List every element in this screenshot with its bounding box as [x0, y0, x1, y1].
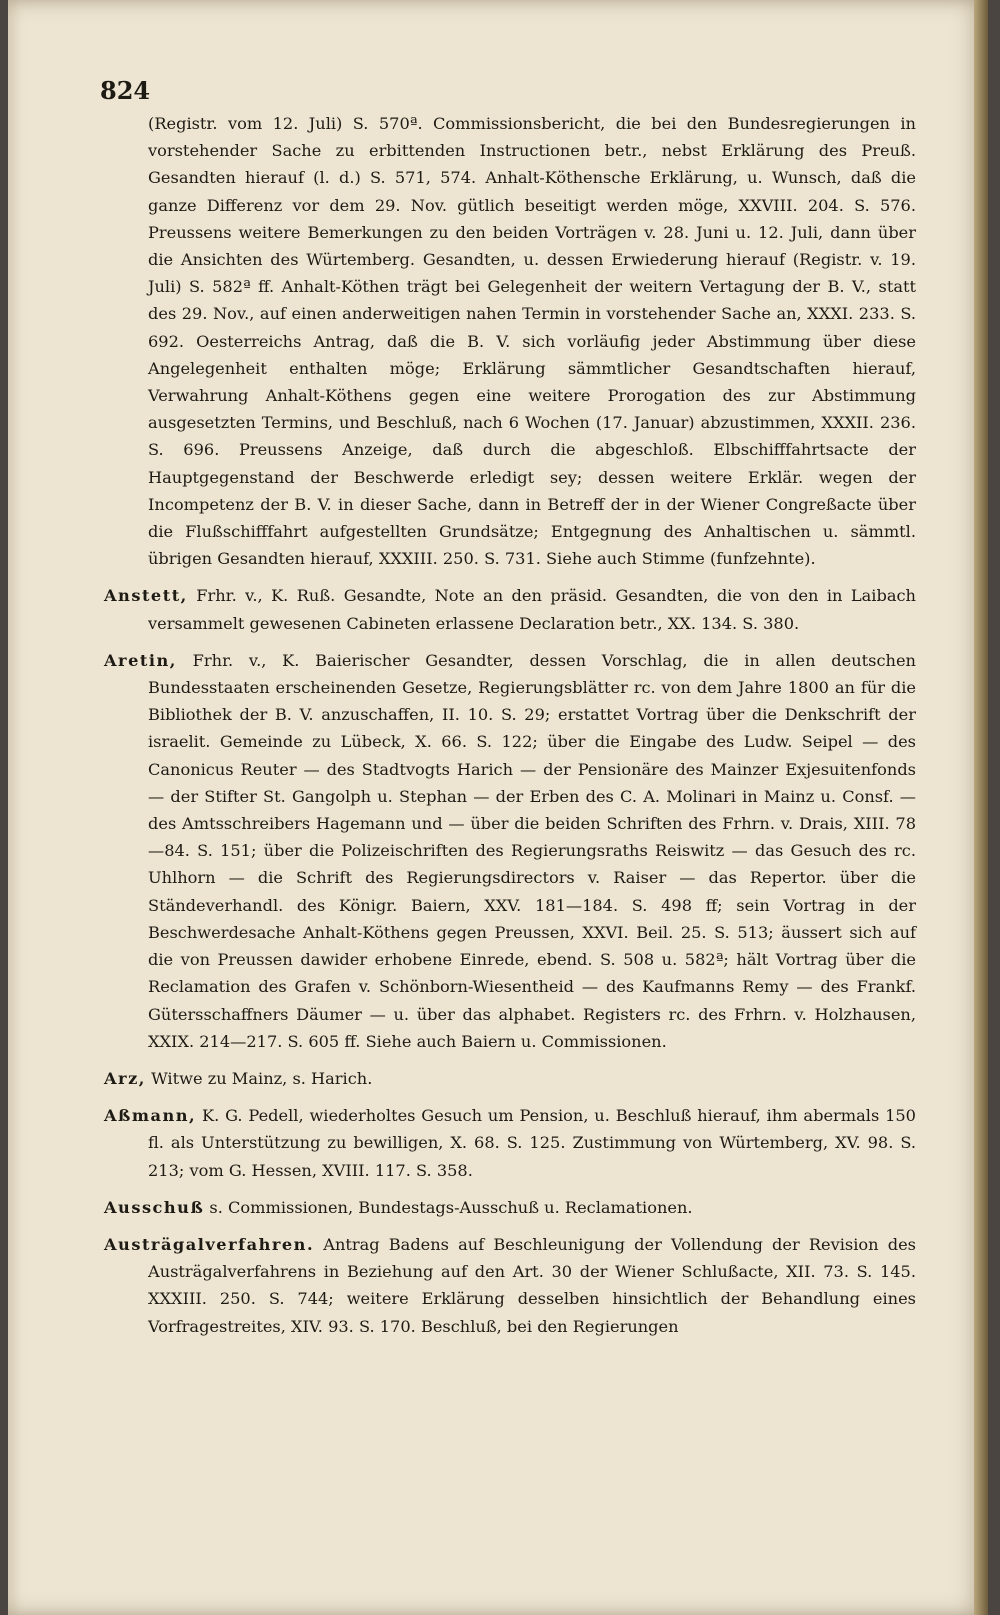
index-entry-ausschuss [104, 1194, 916, 1221]
document-page [8, 0, 988, 1615]
entry-name: Arz, [104, 1068, 146, 1088]
index-text [104, 110, 916, 1350]
entry-text: Witwe zu Mainz, s. Harich. [151, 1068, 373, 1088]
entry-name: Anstett, [104, 586, 188, 606]
index-entry-austraegalverfahren [104, 1231, 916, 1340]
index-entry-continuation [104, 110, 916, 572]
page-number: 824 [100, 76, 151, 105]
page-edge-shadow [974, 0, 988, 1615]
entry-text: Antrag Badens auf Beschleunigung der Vollendung der Revision des Austrägalverfahrens in Beziehung auf den Art. 30 der Wiener Schlußacte, XII. 73. S. 145. XXXIII. 250. S. 744; weitere Erklärung desselben hinsichtlich der Behandlung eines Vorfragestreites, XIV. 93. S. 170. Beschluß, bei den Regierungen [148, 1234, 916, 1336]
entry-text: s. Commissionen, Bundestags-Ausschuß u. Reclamationen. [209, 1197, 693, 1217]
entry-text: K. G. Pedell, wiederholtes Gesuch um Pension, u. Beschluß hierauf, ihm abermals 150 fl. als Unterstützung zu bewilligen, X. 68. S. 125. Zustimmung von Würtemberg, XV. 98. S. 213; vom G. Hessen, XVIII. 117. S. 358. [148, 1106, 916, 1180]
index-entry-arz [104, 1065, 916, 1092]
entry-name: Aßmann, [104, 1106, 197, 1126]
index-entry-aretin [104, 647, 916, 1055]
index-entry-assmann [104, 1102, 916, 1184]
entry-text: Frhr. v., K. Baierischer Gesandter, dessen Vorschlag, die in allen deutschen Bundesstaaten erscheinenden Gesetze, Regierungsblätter rc. von dem Jahre 1800 an für die Bibliothek der B. V. anzuschaffen, II. 10. S. 29; erstattet Vortrag über die Denkschrift der israelit. Gemeinde zu Lübeck, X. 66. S. 122; über die Eingabe des Ludw. Seipel — des Canonicus Reuter — des Stadtvogts Harich — der Pensionäre des Mainzer Exjesuitenfonds — der Stifter St. Gangolph u. Stephan — der Erben des C. A. Molinari in Mainz u. Consf. — des Amtsschreibers Hagemann und — über die beiden Schriften des Frhrn. v. Drais, XIII. 78—84. S. 151; über die Polizeischriften des Regierungsraths Reiswitz — das Gesuch des rc. Uhlhorn — die Schrift des Regierungsdirectors v. Raiser — das Repertor. über die Ständeverhandl. des Königr. Baiern, XXV. 181—184. S. 498 ff; sein Vortrag in der Beschwerdesache Anhalt-Köthens gegen Preussen, XXVI. Beil. 25. S. 513; äussert sich auf die von Preussen dawider erhobene Einrede, ebend. S. 508 u. 582ª; hält Vortrag über die Reclamation des Grafen v. Schönborn-Wiesentheid — des Kaufmanns Remy — des Frankf. Gütersschaffners Däumer — u. über das alphabet. Registers rc. des Frhrn. v. Holzhausen, XXIX. 214—217. S. 605 ff. Siehe auch Baiern u. Commissionen. [148, 650, 916, 1051]
entry-name: Ausschuß [104, 1197, 205, 1217]
entry-name: Austrägalverfahren. [104, 1234, 315, 1254]
entry-text: (Registr. vom 12. Juli) S. 570ª. Commissionsbericht, die bei den Bundesregierungen in vorstehender Sache zu erbittenden Instructionen betr., nebst Erklärung des Preuß. Gesandten hierauf (l. d.) S. 571, 574. Anhalt-Köthensche Erklärung, u. Wunsch, daß die ganze Differenz vor dem 29. Nov. gütlich beseitigt werden möge, XXVIII. 204. S. 576. Preussens weitere Bemerkungen zu den beiden Vorträgen v. 28. Juni u. 12. Juli, dann über die Ansichten des Würtemberg. Gesandten, u. dessen Erwiederung hierauf (Registr. v. 19. Juli) S. 582ª ff. Anhalt-Köthen trägt bei Gelegenheit der weitern Vertagung der B. V., statt des 29. Nov., auf einen anderweitigen nahen Termin in vorstehender Sache an, XXXI. 233. S. 692. Oesterreichs Antrag, daß die B. V. sich vorläufig jeder Abstimmung über diese Angelegenheit enthalten möge; Erklärung sämmtlicher Gesandtschaften hierauf, Verwahrung Anhalt-Köthens gegen eine weitere Prorogation des zur Abstimmung ausgesetzten Termins, und Beschluß, nach 6 Wochen (17. Januar) abzustimmen, XXXII. 236. S. 696. Preussens Anzeige, daß durch die abgeschloß. Elbschifffahrtsacte der Hauptgegenstand der Beschwerde erledigt sey; dessen weitere Erklär. wegen der Incompetenz der B. V. in dieser Sache, dann in Betreff der in der Wiener Congreßacte über die Flußschifffahrt aufgestellten Grundsätze; Entgegnung des Anhaltischen u. sämmtl. übrigen Gesandten hierauf, XXXIII. 250. S. 731. Siehe auch Stimme (funfzehnte). [148, 114, 916, 569]
entry-text: Frhr. v., K. Ruß. Gesandte, Note an den präsid. Gesandten, die von den in Laibach versammelt gewesenen Cabineten erlassene Declaration betr., XX. 134. S. 380. [148, 586, 916, 633]
entry-name: Aretin, [104, 650, 177, 670]
index-entry-anstett [104, 582, 916, 636]
